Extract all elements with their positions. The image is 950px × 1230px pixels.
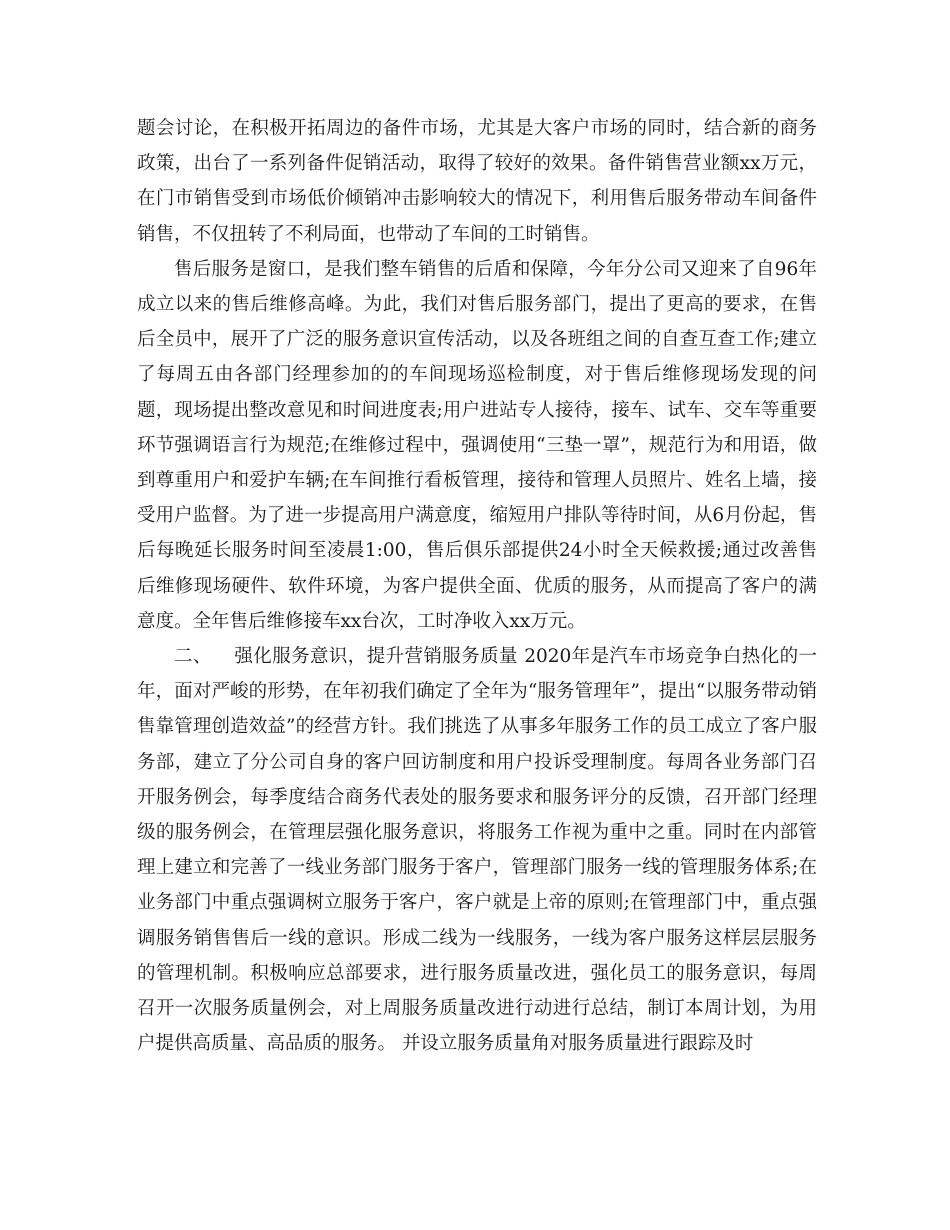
paragraph-service-awareness-text: 强化服务意识，提升营销服务质量 2020年是汽车市场竞争白热化的一年，面对严峻的形势，在年初我们确定了全年为“服务管理年”，提出“以服务带动销售靠管理创造效益”的经营方针。我们挑选了从事多年服务工作的员工成立了客户服务部，建立了分公司自身的客户回访制度和用户投诉受理制度。每周各业务部门召开服务例会，每季度结合商务代表处的服务要求和服务评分的反馈，召开部门经理级的服务例会，在管理层强化服务意识，将服务工作视为重中之重。同时在内部管理上建立和完善了一线业务部门服务于客户，管理部门服务一线的管理服务体系;在业务部门中重点强调树立服务于客户，客户就是上帝的原则;在管理部门中，重点强调服务销售售后一线的意识。形成二线为一线服务，一线为客户服务这样层层服务的管理机制。积极响应总部要求，进行服务质量改进，强化员工的服务意识，每周召开一次服务质量例会，对上周服务质量改进行动进行总结，制订本周计划，为用户提供高质量、高品质的服务。 并设立服务质量角对服务质量进行跟踪及时 (137, 646, 817, 1055)
document-body (137, 111, 817, 1061)
paragraph-after-sales-service: 售后服务是窗口，是我们整车销售的后盾和保障，今年分公司又迎来了自96年成立以来的售后维修高峰。为此，我们对售后服务部门，提出了更高的要求，在售后全员中，展开了广泛的服务意识宣传活动，以及各班组之间的自查互查工作;建立了每周五由各部门经理参加的的车间现场巡检制度，对于售后维修现场发现的问题，现场提出整改意见和时间进度表;用户进站专人接待，接车、试车、交车等重要环节强调语言行为规范;在维修过程中，强调使用“三垫一罩”，规范行为和用语，做到尊重用户和爱护车辆;在车间推行看板管理，接待和管理人员照片、姓名上墙，接受用户监督。为了进一步提高用户满意度，缩短用户排队等待时间，从6月份起，售后每晚延长服务时间至凌晨1:00，售后俱乐部提供24小时全天候救援;通过改善售后维修现场硬件、软件环境，为客户提供全面、优质的服务，从而提高了客户的满意度。全年售后维修接车xx台次，工时净收入xx万元。 (137, 258, 817, 632)
section-number: 二、 (174, 646, 212, 668)
paragraph-parts-sales: 题会讨论，在积极开拓周边的备件市场，尤其是大客户市场的同时，结合新的商务政策，出台了一系列备件促销活动，取得了较好的效果。备件销售营业额xx万元，在门市销售受到市场低价倾销冲击影响较大的情况下，利用售后服务带动车间备件销售，不仅扭转了不利局面，也带动了车间的工时销售。 (137, 118, 817, 245)
paragraph-service-awareness (137, 639, 817, 1061)
